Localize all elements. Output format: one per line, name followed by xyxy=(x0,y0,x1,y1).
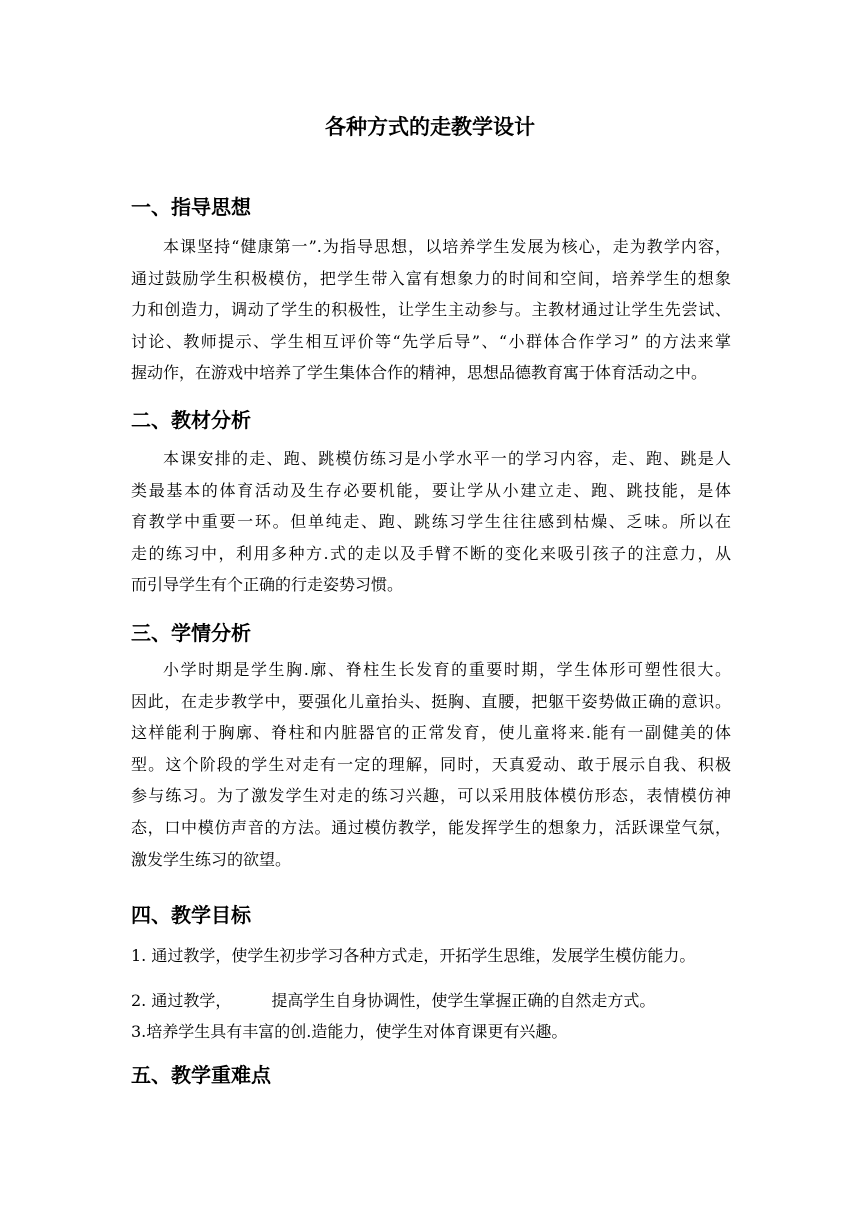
section-heading-material-analysis: 二、教材分析 xyxy=(131,408,251,432)
text-line: 态，口中模仿声音的方法。通过模仿教学，能发挥学生的想象力，活跃课堂气氛， xyxy=(131,817,731,837)
goal-item-3: 3.培养学生具有丰富的创.造能力，使学生对体育课更有兴趣。 xyxy=(131,1022,568,1041)
text-line: 本课安排的走、跑、跳模仿练习是小学水平一的学习内容，走、跑、跳是人 xyxy=(163,449,731,468)
text-line: 类最基本的体育活动及生存必要机能，要让学从小建立走、跑、跳技能，是体 xyxy=(131,480,731,500)
text-line: 因此，在走步教学中，要强化儿童抬头、挺胸、直腰，把躯干姿势做正确的意识。 xyxy=(131,691,731,711)
text-line: 讨论、教师提示、学生相互评价等“先学后导”、“小群体合作学习” 的方法来掌 xyxy=(131,331,731,351)
text-line: 走的练习中，利用多种方.式的走以及手臂不断的变化来吸引孩子的注意力，从 xyxy=(131,543,731,563)
goal-item-2-prefix: 2. 通过教学， xyxy=(131,991,232,1010)
text-line: 育教学中重要一环。但单纯走、跑、跳练习学生往往感到枯燥、乏味。所以在 xyxy=(131,512,731,532)
goal-item-2-text: 提高学生自身协调性，使学生掌握正确的自然走方式。 xyxy=(271,991,656,1010)
text-line: 型。这个阶段的学生对走有一定的理解，同时，天真爱动、敢于展示自我、积极 xyxy=(131,754,731,774)
section-body-guiding-ideology xyxy=(131,231,731,389)
text-line: 本课坚持“健康第一”.为指导思想，以培养学生发展为核心，走为教学内容， xyxy=(163,237,731,256)
section-body-learner-analysis xyxy=(131,654,731,875)
goal-item-1: 1. 通过教学，使学生初步学习各种方式走，开拓学生思维，发展学生模仿能力。 xyxy=(131,946,696,965)
goal-item-2 xyxy=(131,986,731,1016)
text-line: 激发学生练习的欲望。 xyxy=(131,849,292,869)
text-line: 参与练习。为了激发学生对走的练习兴趣，可以采用肢体模仿形态，表情模仿神 xyxy=(131,786,731,806)
section-heading-guiding-ideology: 一、指导思想 xyxy=(131,195,251,219)
section-body-material-analysis xyxy=(131,443,731,601)
text-line: 这样能利于胸廓、脊柱和内脏器官的正常发育，使儿童将来.能有一副健美的体 xyxy=(131,723,731,743)
text-line: 小学时期是学生胸.廓、脊柱生长发育的重要时期，学生体形可塑性很大。 xyxy=(163,660,731,679)
text-line: 力和创造力，调动了学生的积极性，让学生主动参与。主教材通过让学生先尝试、 xyxy=(131,300,731,320)
text-line: 而引导学生有个正确的行走姿势习惯。 xyxy=(131,575,404,595)
document-title: 各种方式的走教学设计 xyxy=(325,115,535,139)
text-line: 通过鼓励学生积极模仿，把学生带入富有想象力的时间和空间，培养学生的想象 xyxy=(131,268,731,288)
section-heading-key-difficulties: 五、教学重难点 xyxy=(131,1063,271,1087)
section-heading-teaching-goals: 四、教学目标 xyxy=(131,903,251,927)
section-heading-learner-analysis: 三、学情分析 xyxy=(131,621,251,645)
text-line: 握动作，在游戏中培养了学生集体合作的精神，思想品德教育寓于体育活动之中。 xyxy=(131,363,708,383)
